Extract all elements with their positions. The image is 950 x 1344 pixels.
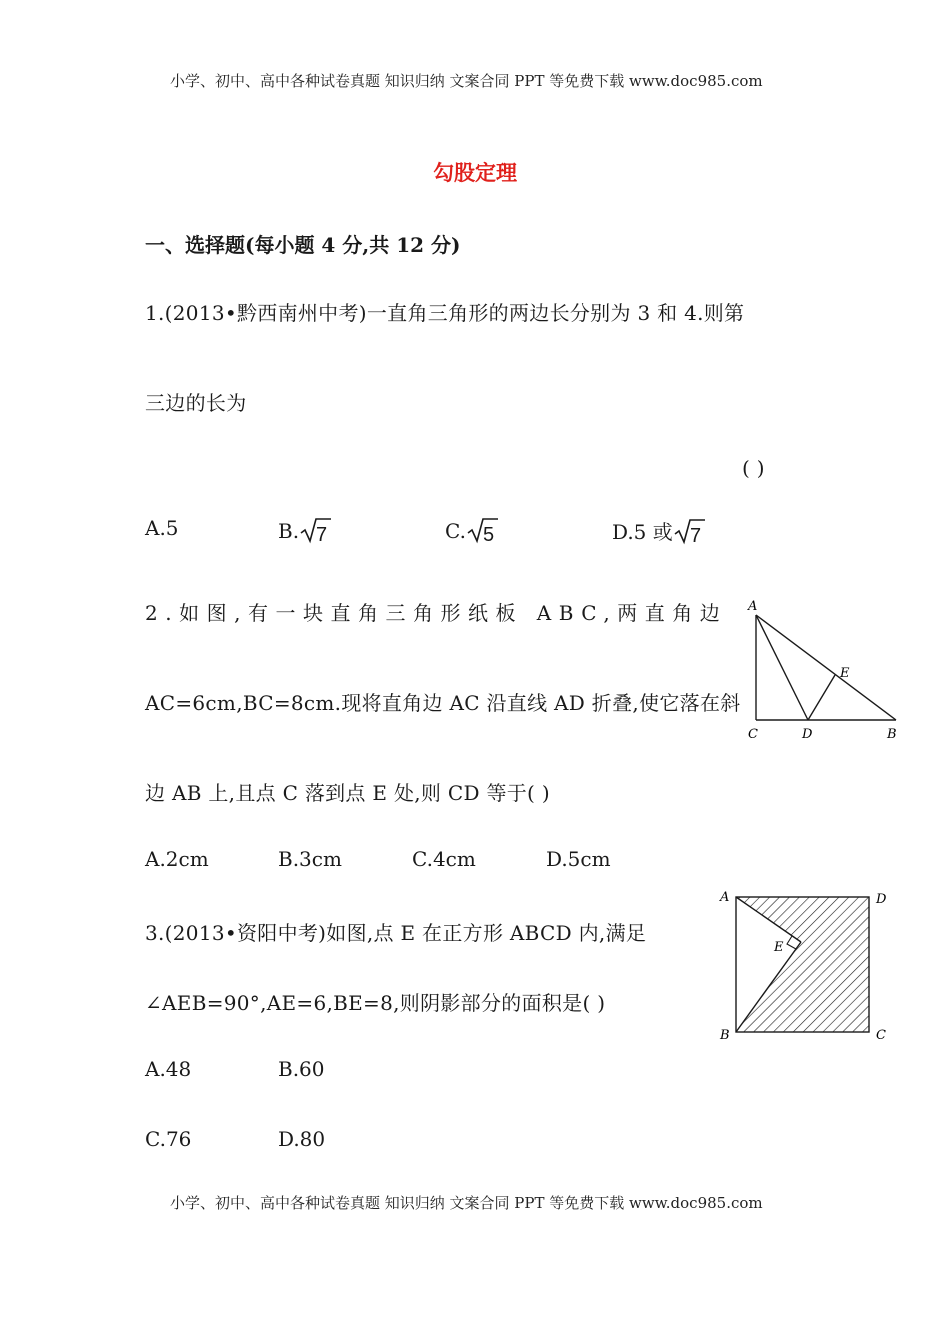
- q2-option-d: D.5cm: [546, 847, 611, 871]
- label-a: A: [720, 890, 730, 905]
- page-footer: 小学、初中、高中各种试卷真题 知识归纳 文案合同 PPT 等免费下载 www.doc985.com: [170, 1194, 763, 1212]
- q1-option-c: [445, 516, 500, 549]
- sqrt-icon: [673, 517, 707, 550]
- label-b: B: [720, 1028, 730, 1043]
- q2-line3: 边 AB 上,且点 C 落到点 E 处,则 CD 等于( ): [145, 781, 550, 805]
- q1-option-a: A.5: [145, 516, 179, 540]
- page-header: 小学、初中、高中各种试卷真题 知识归纳 文案合同 PPT 等免费下载 www.doc985.com: [170, 72, 763, 90]
- q2-line2: AC=6cm,BC=8cm.现将直角边 AC 沿直线 AD 折叠,使它落在斜: [145, 691, 741, 715]
- q1-c-radicand: 5: [482, 524, 495, 544]
- q1-option-b: [278, 516, 333, 549]
- q1-line1: 1.(2013•黔西南州中考)一直角三角形的两边长分别为 3 和 4.则第: [145, 301, 745, 325]
- q1-option-d: [612, 516, 707, 550]
- label-e: E: [774, 940, 784, 955]
- q3-option-b: B.60: [278, 1057, 325, 1081]
- label-d: D: [802, 727, 813, 742]
- section-heading: 一、选择题(每小题 4 分,共 12 分): [145, 233, 461, 257]
- q2-option-c: C.4cm: [412, 847, 476, 871]
- q1-answer-paren: ( ): [742, 456, 765, 480]
- q3-option-a: A.48: [145, 1057, 192, 1081]
- shaded-region: [736, 897, 869, 1032]
- page-title: 勾股定理: [433, 160, 517, 185]
- q1-d-radicand: 7: [689, 525, 701, 545]
- q1-option-d-label: D.5 或: [612, 520, 673, 544]
- sqrt-icon: [299, 516, 333, 549]
- q3-square-figure: [712, 885, 892, 1045]
- q3-option-c: C.76: [145, 1127, 192, 1151]
- q3-line2: ∠AEB=90°,AE=6,BE=8,则阴影部分的面积是( ): [145, 991, 606, 1015]
- q1-line2: 三边的长为: [145, 391, 247, 415]
- q3-option-d: D.80: [278, 1127, 326, 1151]
- q3-line1: 3.(2013•资阳中考)如图,点 E 在正方形 ABCD 内,满足: [145, 921, 647, 945]
- sqrt-icon: [466, 516, 500, 549]
- q2-option-b: B.3cm: [278, 847, 342, 871]
- q2-line1: 2.如图,有一块直角三角形纸板 ABC,两直角边: [145, 601, 728, 625]
- segment-de: [808, 675, 835, 720]
- q1-option-c-label: C.: [445, 519, 466, 543]
- q1-b-radicand: 7: [316, 524, 328, 544]
- label-b: B: [887, 727, 897, 742]
- q2-option-a: A.2cm: [145, 847, 209, 871]
- q1-option-b-label: B.: [278, 519, 300, 543]
- q2-triangle-figure: [740, 595, 915, 745]
- fold-line-ad: [756, 615, 808, 720]
- label-a: A: [748, 599, 758, 614]
- label-c: C: [748, 727, 758, 742]
- label-d: D: [876, 892, 887, 907]
- side-ab: [756, 615, 896, 720]
- label-c: C: [876, 1028, 886, 1043]
- label-e: E: [840, 666, 850, 681]
